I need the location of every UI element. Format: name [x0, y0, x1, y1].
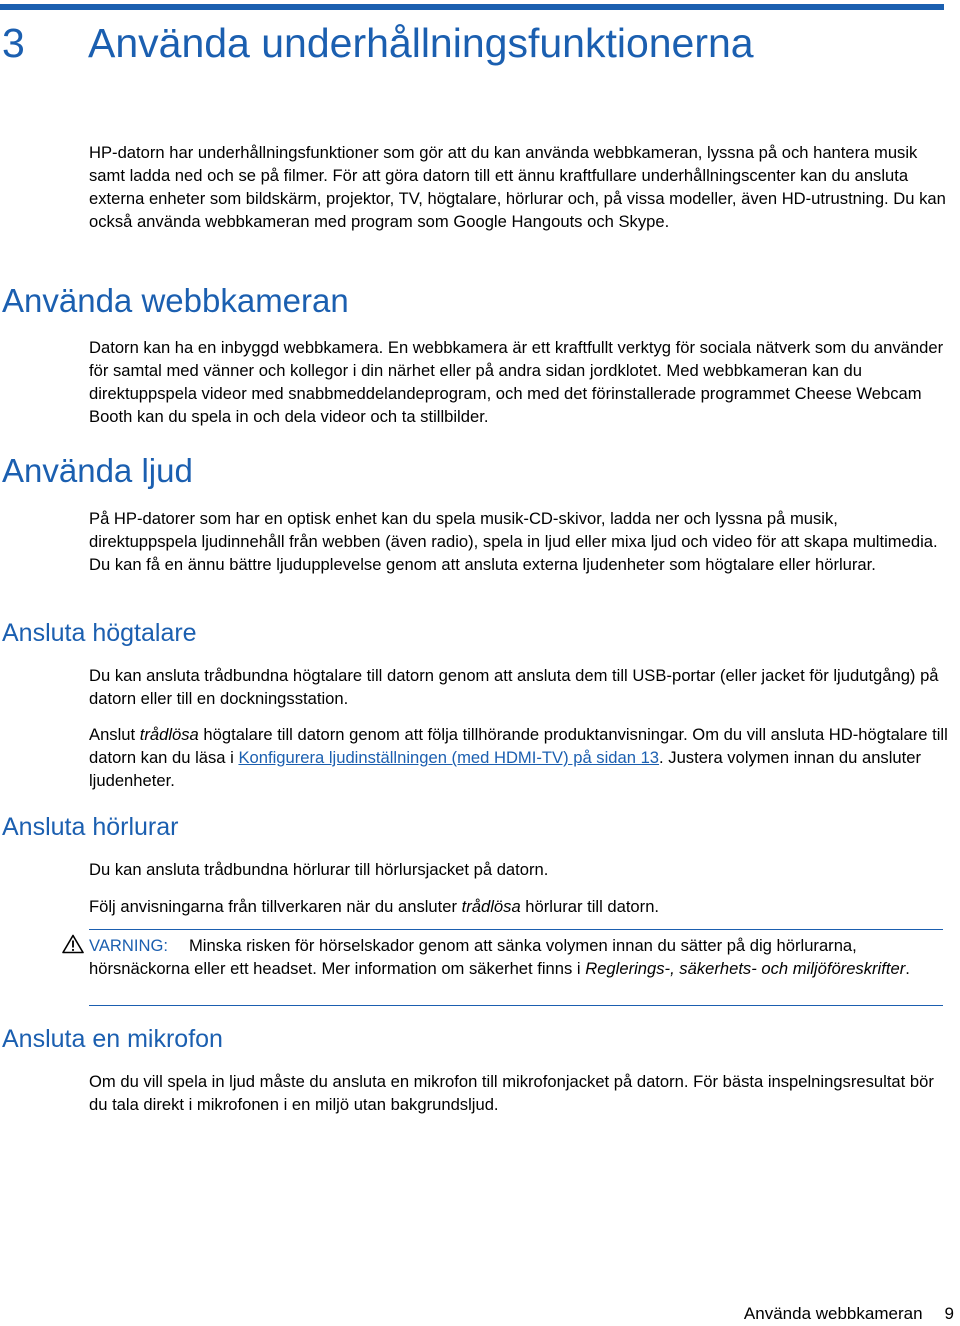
- heading-speakers: Ansluta högtalare: [2, 619, 197, 647]
- intro-paragraph: HP-datorn har underhållningsfunktioner som gör att du kan använda webbkameran, lyssna på och hantera musik samt ladda ned och se på filmer. För att göra datorn till ett ännu kraftfullare underhållningscenter kan du ansluta externa enheter som bildskärm, projektor, TV, högtalare, hörlurar och, på vissa modeller, även HD-utrustning. Du kan också använda webbkameran med program som Google Hangouts och Skype.: [89, 143, 946, 231]
- heading-audio: Använda ljud: [2, 452, 193, 489]
- headphones-paragraph-2: Följ anvisningarna från tillverkaren när du ansluter trådlösa hörlurar till datorn.: [89, 897, 660, 916]
- heading-webcam: Använda webbkameran: [2, 282, 349, 319]
- microphone-paragraph: Om du vill spela in ljud måste du ansluta en mikrofon till mikrofonjacket på datorn. För bästa inspelningsresultat bör du tala direkt i mikrofonen i en miljö utan bakgrundsljud.: [89, 1072, 934, 1114]
- warning-triangle-icon: [62, 934, 84, 954]
- warning-bottom-rule: [89, 1005, 943, 1006]
- speakers-paragraph-1: Du kan ansluta trådbundna högtalare till datorn genom att ansluta dem till USB-portar (eller jacket för ljudutgång) på datorn eller till en dockningsstation.: [89, 666, 939, 708]
- speakers-paragraph-2: Anslut trådlösa högtalare till datorn genom att följa tillhörande produktanvisningar. Om du vill ansluta HD-högtalare till datorn kan du läsa i Konfigurera ljudinställningen (med HDMI-TV) på sidan 13. Justera volymen innan du ansluter ljudenheter.: [89, 725, 948, 790]
- top-rule: [0, 4, 944, 10]
- page-footer: [744, 1302, 954, 1326]
- warning-top-rule: [89, 929, 943, 930]
- heading-headphones: Ansluta hörlurar: [2, 813, 179, 841]
- chapter-title-text: Använda underhållningsfunktionerna: [88, 20, 754, 66]
- chapter-title: [2, 18, 754, 68]
- warning-label: VARNING:: [89, 936, 168, 955]
- audio-paragraph: På HP-datorer som har en optisk enhet kan du spela musik-CD-skivor, ladda ner och lyssna på musik, direktuppspela ljudinnehåll från webben (även radio), spela in ljud eller mixa ljud och video för att skapa multimedia. Du kan få en ännu bättre ljudupplevelse genom att ansluta externa ljudenheter som högtalare eller hörlurar.: [89, 509, 938, 574]
- headphones-paragraph-1: Du kan ansluta trådbundna hörlurar till hörlursjacket på datorn.: [89, 860, 549, 879]
- hdmi-audio-link[interactable]: Konfigurera ljudinställningen (med HDMI-TV) på sidan 13: [238, 748, 660, 767]
- chapter-number: 3: [2, 20, 25, 66]
- warning-paragraph: VARNING: Minska risken för hörselskador genom att sänka volymen innan du sätter på dig hörlurarna, hörsnäckorna eller ett headset. Mer information om säkerhet finns i Reglerings-, säkerhets- och miljöföreskrifter.: [89, 936, 910, 978]
- footer-section-title: Använda webbkameran: [743, 1304, 923, 1323]
- webcam-paragraph: Datorn kan ha en inbyggd webbkamera. En webbkamera är ett kraftfullt verktyg för sociala nätverk som du använder för samtal med vänner och kollegor i din närhet eller på andra sidan jordklotet. Med webbkameran kan du direktuppspela videor med snabbmeddelandeprogram, och med det förinstallerade programmet Cheese Webcam Booth kan du spela in och dela videor och ta stillbilder.: [89, 338, 944, 426]
- page-number: 9: [944, 1304, 954, 1323]
- heading-microphone: Ansluta en mikrofon: [2, 1025, 223, 1053]
